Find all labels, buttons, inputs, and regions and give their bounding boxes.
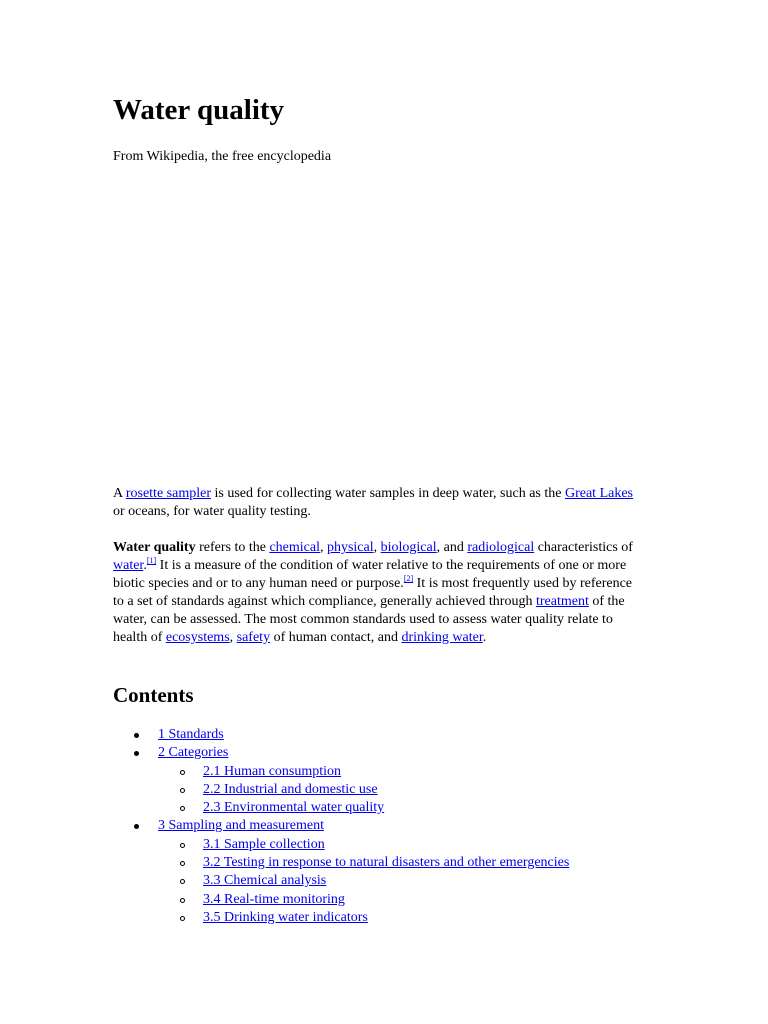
lead-text: of human contact, and: [270, 630, 402, 645]
lead-text: It is a measure of the condition of water relative to the requirements of one or more biotic species and or to any human need or purpose.: [113, 558, 627, 591]
lead-text: refers to the: [195, 540, 270, 555]
image-caption: [113, 485, 643, 521]
citation-2[interactable]: [2]: [403, 574, 414, 583]
bullet-circle-icon: [180, 788, 185, 793]
toc-link-sample-collection[interactable]: 3.1 Sample collection: [203, 836, 325, 852]
lead-text: of the water, can be assessed. The most common standards used to assess water quality relate to health of: [113, 594, 625, 645]
toc-item: [113, 744, 643, 762]
link-physical[interactable]: physical: [326, 540, 374, 555]
bullet-circle-icon: [180, 806, 185, 811]
contents-heading: Contents: [113, 683, 194, 707]
page-title: Water quality: [113, 94, 285, 126]
lead-paragraph: [113, 539, 643, 647]
lead-text: ,: [319, 540, 327, 555]
bullet-circle-icon: [180, 879, 185, 884]
link-ecosystems[interactable]: ecosystems: [165, 630, 230, 645]
toc-link-sampling[interactable]: 3 Sampling and measurement: [158, 818, 325, 834]
site-subtitle: From Wikipedia, the free encyclopedia: [113, 149, 332, 164]
caption-text: A: [113, 486, 126, 501]
toc-link-real-time[interactable]: 3.4 Real-time monitoring: [203, 891, 345, 907]
toc-link-standards[interactable]: 1 Standards: [158, 727, 224, 742]
toc-item: [113, 817, 643, 835]
link-chemical[interactable]: chemical: [269, 540, 320, 555]
toc-item: [113, 726, 643, 744]
lead-text: .: [143, 558, 147, 573]
toc-link-drinking-indicators[interactable]: 3.5 Drinking water indicators: [203, 909, 368, 925]
toc-item: [113, 909, 643, 927]
toc-item: [113, 781, 643, 799]
link-water[interactable]: water: [113, 558, 144, 573]
bullet-circle-icon: [180, 861, 185, 866]
lead-bold-term: Water quality: [113, 540, 196, 555]
toc-link-industrial-domestic[interactable]: 2.2 Industrial and domestic use: [203, 781, 378, 797]
toc-link-categories[interactable]: 2 Categories: [158, 745, 229, 761]
toc-item: [113, 836, 643, 854]
lead-text: , and: [436, 540, 468, 555]
lead-text: It is most frequently used by reference to a set of standards against which compliance, generally achieved through: [113, 576, 633, 609]
lead-text: .: [482, 630, 487, 645]
toc-item: [113, 872, 643, 890]
bullet-disc-icon: [134, 733, 139, 738]
lead-text: characteristics of: [534, 540, 633, 555]
link-radiological[interactable]: radiological: [467, 540, 535, 555]
bullet-circle-icon: [180, 770, 185, 775]
bullet-circle-icon: [180, 916, 185, 921]
table-of-contents: [113, 726, 643, 927]
toc-item: [113, 799, 643, 817]
bullet-circle-icon: [180, 843, 185, 848]
link-great-lakes[interactable]: Great Lakes: [564, 486, 634, 501]
link-treatment[interactable]: treatment: [535, 594, 589, 609]
toc-link-human-consumption[interactable]: 2.1 Human consumption: [203, 763, 342, 779]
toc-link-chemical-analysis[interactable]: 3.3 Chemical analysis: [203, 873, 327, 889]
toc-link-environmental[interactable]: 2.3 Environmental water quality: [203, 800, 385, 816]
bullet-disc-icon: [134, 824, 139, 829]
toc-link-natural-disasters[interactable]: 3.2 Testing in response to natural disasters and other emergencies: [203, 855, 570, 871]
lead-text: ,: [229, 630, 237, 645]
caption-text: or oceans, for water quality testing.: [113, 504, 311, 519]
citation-1[interactable]: [1]: [146, 556, 157, 565]
bullet-circle-icon: [180, 898, 185, 903]
toc-item: [113, 763, 643, 781]
link-drinking-water[interactable]: drinking water: [401, 630, 483, 645]
toc-item: [113, 854, 643, 872]
lead-text: ,: [373, 540, 381, 555]
toc-item: [113, 891, 643, 909]
link-biological[interactable]: biological: [380, 540, 437, 555]
link-rosette-sampler[interactable]: rosette sampler: [125, 486, 211, 501]
caption-text: is used for collecting water samples in deep water, such as the: [210, 486, 565, 501]
bullet-disc-icon: [134, 751, 139, 756]
link-safety[interactable]: safety: [236, 630, 271, 645]
